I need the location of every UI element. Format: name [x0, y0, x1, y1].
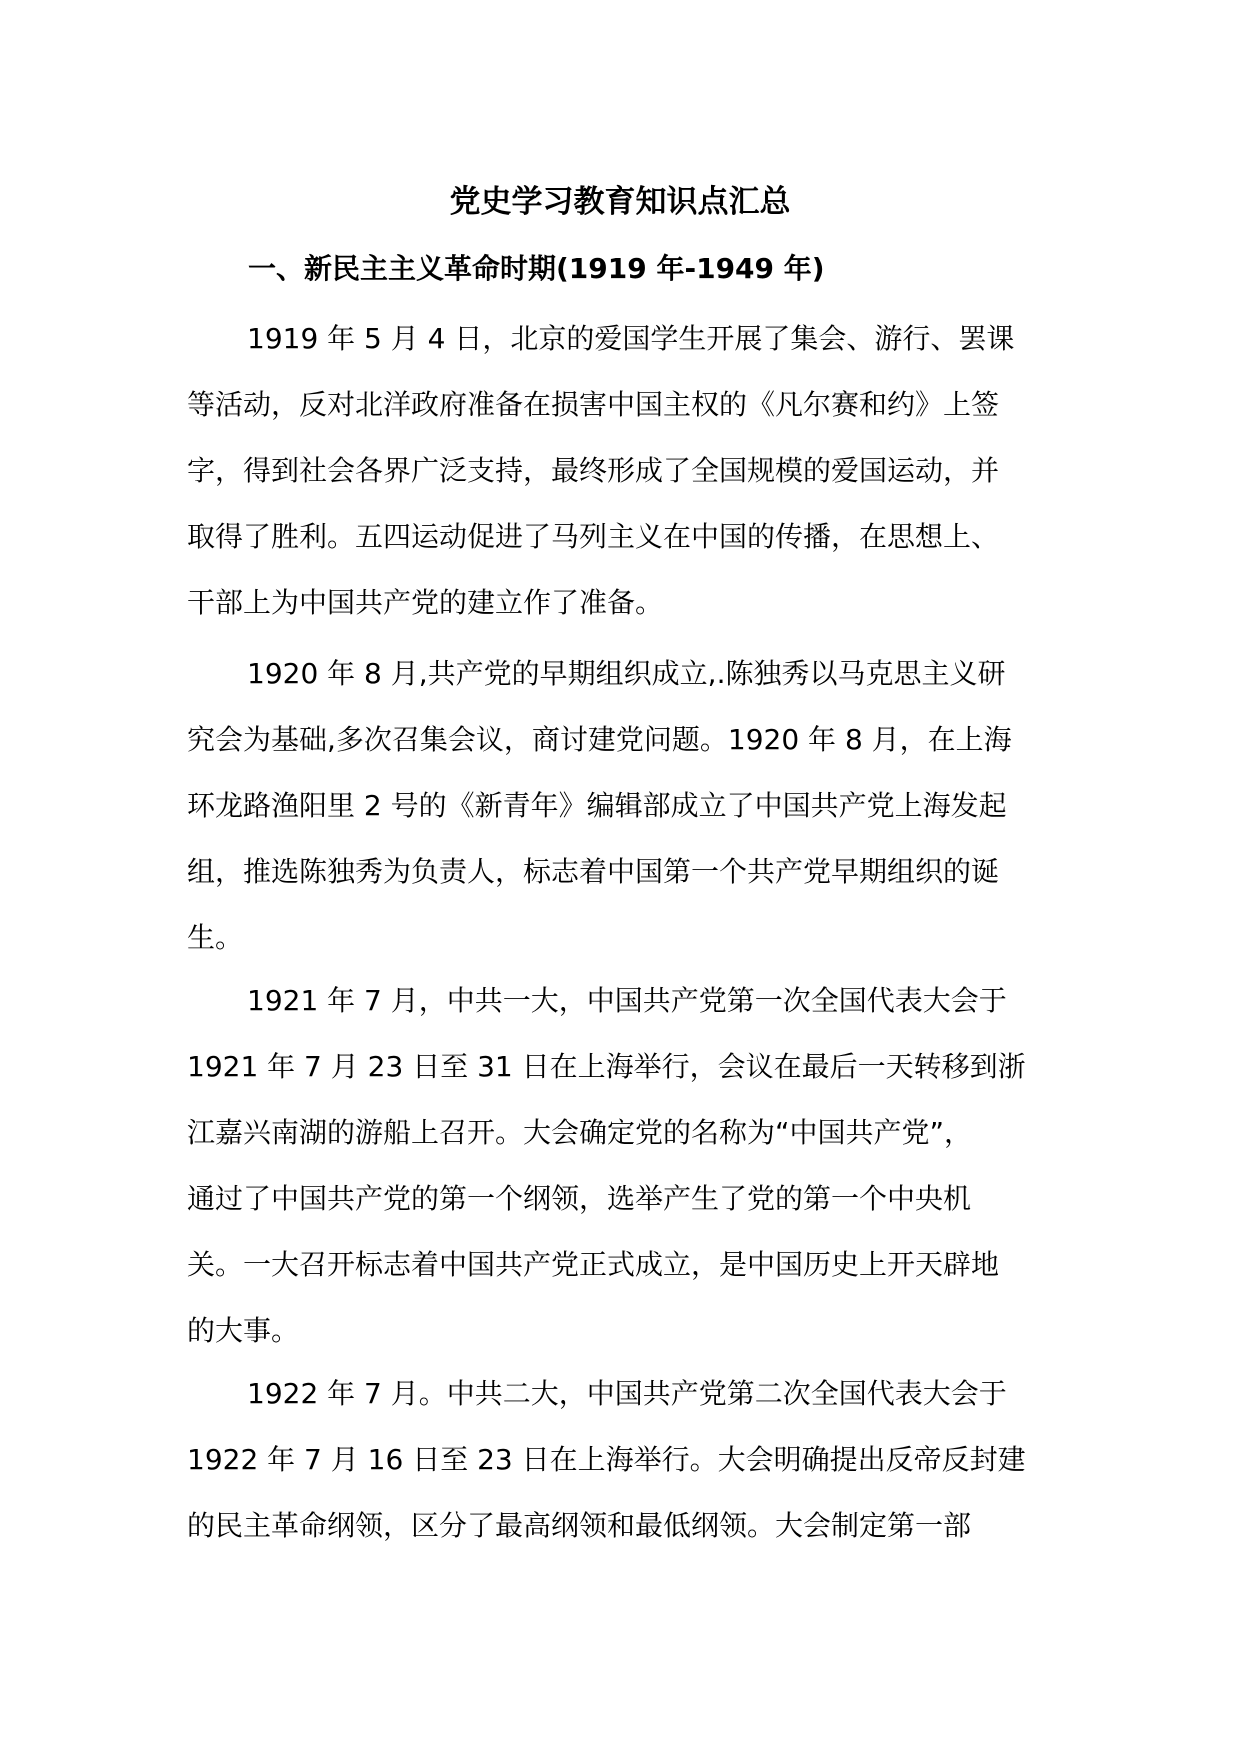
- paragraph-line: 生。: [187, 921, 244, 954]
- paragraph-line: 等活动，反对北洋政府准备在损害中国主权的《凡尔赛和约》上签: [187, 388, 1000, 421]
- paragraph-line: 1919 年 5 月 4 日，北京的爱国学生开展了集会、游行、罢课: [247, 322, 1015, 355]
- paragraph-line: 究会为基础,多次召集会议，商讨建党问题。1920 年 8 月，在上海: [187, 723, 1012, 756]
- paragraph-line: 字，得到社会各界广泛支持，最终形成了全国规模的爱国运动，并: [187, 454, 1000, 487]
- paragraph-line: 关。一大召开标志着中国共产党正式成立，是中国历史上开天辟地: [187, 1248, 1000, 1281]
- paragraph-line: 1922 年 7 月。中共二大，中国共产党第二次全国代表大会于: [247, 1377, 1007, 1410]
- paragraph-line: 江嘉兴南湖的游船上召开。大会确定党的名称为“中国共产党”，: [187, 1116, 973, 1149]
- paragraph-line: 1920 年 8 月,共产党的早期组织成立,.陈独秀以马克思主义研: [247, 657, 1006, 690]
- section-heading: 一、新民主主义革命时期(1919 年-1949 年): [248, 252, 825, 285]
- paragraph-first-congress: [187, 968, 1057, 1364]
- paragraph-line: 1921 年 7 月 23 日至 31 日在上海举行，会议在最后一天转移到浙: [187, 1050, 1026, 1083]
- paragraph-line: 通过了中国共产党的第一个纲领，选举产生了党的第一个中央机: [187, 1182, 972, 1215]
- paragraph-line: 1921 年 7 月，中共一大，中国共产党第一次全国代表大会于: [247, 984, 1007, 1017]
- paragraph-line: 环龙路渔阳里 2 号的《新青年》编辑部成立了中国共产党上海发起: [187, 789, 1007, 822]
- paragraph-line: 的民主革命纲领，区分了最高纲领和最低纲领。大会制定第一部: [187, 1509, 972, 1542]
- paragraph-line: 干部上为中国共产党的建立作了准备。: [187, 586, 664, 619]
- paragraph-early-organization: [187, 641, 1057, 971]
- paragraph-second-congress: [187, 1361, 1057, 1559]
- paragraph-line: 组，推选陈独秀为负责人，标志着中国第一个共产党早期组织的诞: [187, 855, 1000, 888]
- paragraph-line: 取得了胜利。五四运动促进了马列主义在中国的传播，在思想上、: [187, 520, 1000, 553]
- paragraph-line: 1922 年 7 月 16 日至 23 日在上海举行。大会明确提出反帝反封建: [187, 1443, 1026, 1476]
- document-title: 党史学习教育知识点汇总: [449, 184, 791, 220]
- paragraph-may-fourth: [187, 306, 1057, 636]
- paragraph-line: 的大事。: [187, 1314, 300, 1347]
